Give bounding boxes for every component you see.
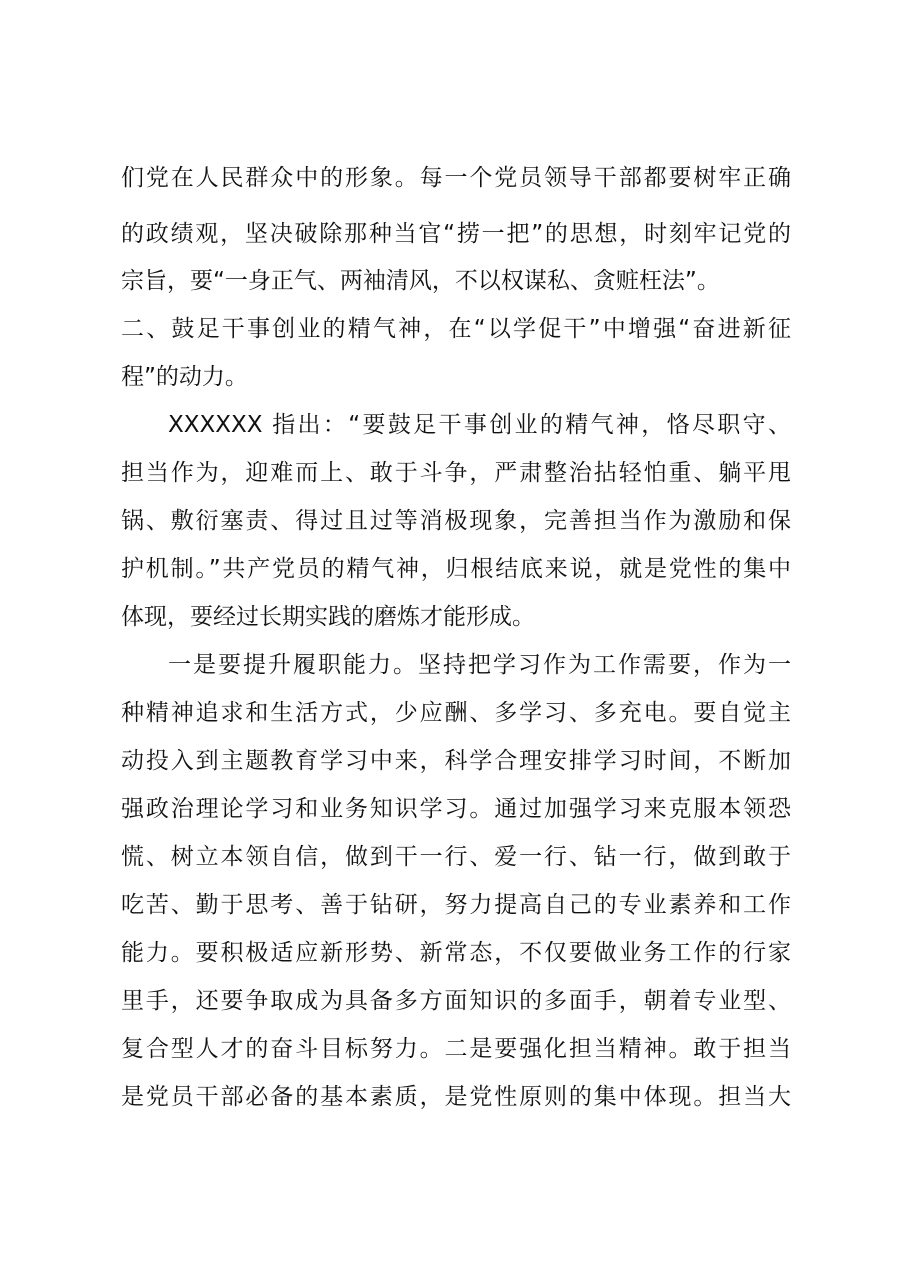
text-line: 复合型人才的奋斗目标努力。二是要强化担当精神。敢于担当 — [121, 1036, 791, 1062]
text-line: 吃苦、勤于思考、善于钻研，努力提高自己的专业素养和工作 — [121, 892, 791, 918]
text-line: 是党员干部必备的基本素质，是党性原则的集中体现。担当大 — [121, 1084, 791, 1110]
text-line: 一是要提升履职能力。坚持把学习作为工作需要，作为一 — [168, 652, 791, 678]
text-line: 们党在人民群众中的形象。每一个党员领导干部都要树牢正确 — [121, 165, 791, 191]
text-line: 能力。要积极适应新形势、新常态，不仅要做业务工作的行家 — [121, 940, 791, 966]
text-line: 强政治理论学习和业务知识学习。通过加强学习来克服本领恐 — [121, 796, 791, 822]
text-line: XXXXXX 指出：“要鼓足干事创业的精气神，恪尽职守、 — [168, 412, 791, 438]
text-line: 宗旨，要“一身正气、两袖清风，不以权谋私、贪赃枉法”。 — [121, 268, 720, 294]
section-heading-line: 二、鼓足干事创业的精气神，在“以学促干”中增强“奋进新征 — [121, 316, 791, 342]
text-line: 动投入到主题教育学习中来，科学合理安排学习时间，不断加 — [121, 748, 791, 774]
text-line: 种精神追求和生活方式，少应酬、多学习、多充电。要自觉主 — [121, 700, 791, 726]
text-line: 体现，要经过长期实践的磨炼才能形成。 — [121, 604, 535, 630]
text-line: 担当作为，迎难而上、敢于斗争，严肃整治拈轻怕重、躺平甩 — [121, 460, 791, 486]
text-line: 里手，还要争取成为具备多方面知识的多面手，朝着专业型、 — [121, 988, 791, 1014]
section-heading-line: 程”的动力。 — [121, 364, 248, 390]
text-line: 慌、树立本领自信，做到干一行、爱一行、钻一行，做到敢于 — [121, 844, 791, 870]
text-line: 护机制。”共产党员的精气神，归根结底来说，就是党性的集中 — [121, 556, 791, 582]
text-line: 锅、敷衍塞责、得过且过等消极现象，完善担当作为激励和保 — [121, 508, 791, 534]
text-line: 的政绩观，坚决破除那种当官“捞一把”的思想，时刻牢记党的 — [121, 221, 791, 247]
